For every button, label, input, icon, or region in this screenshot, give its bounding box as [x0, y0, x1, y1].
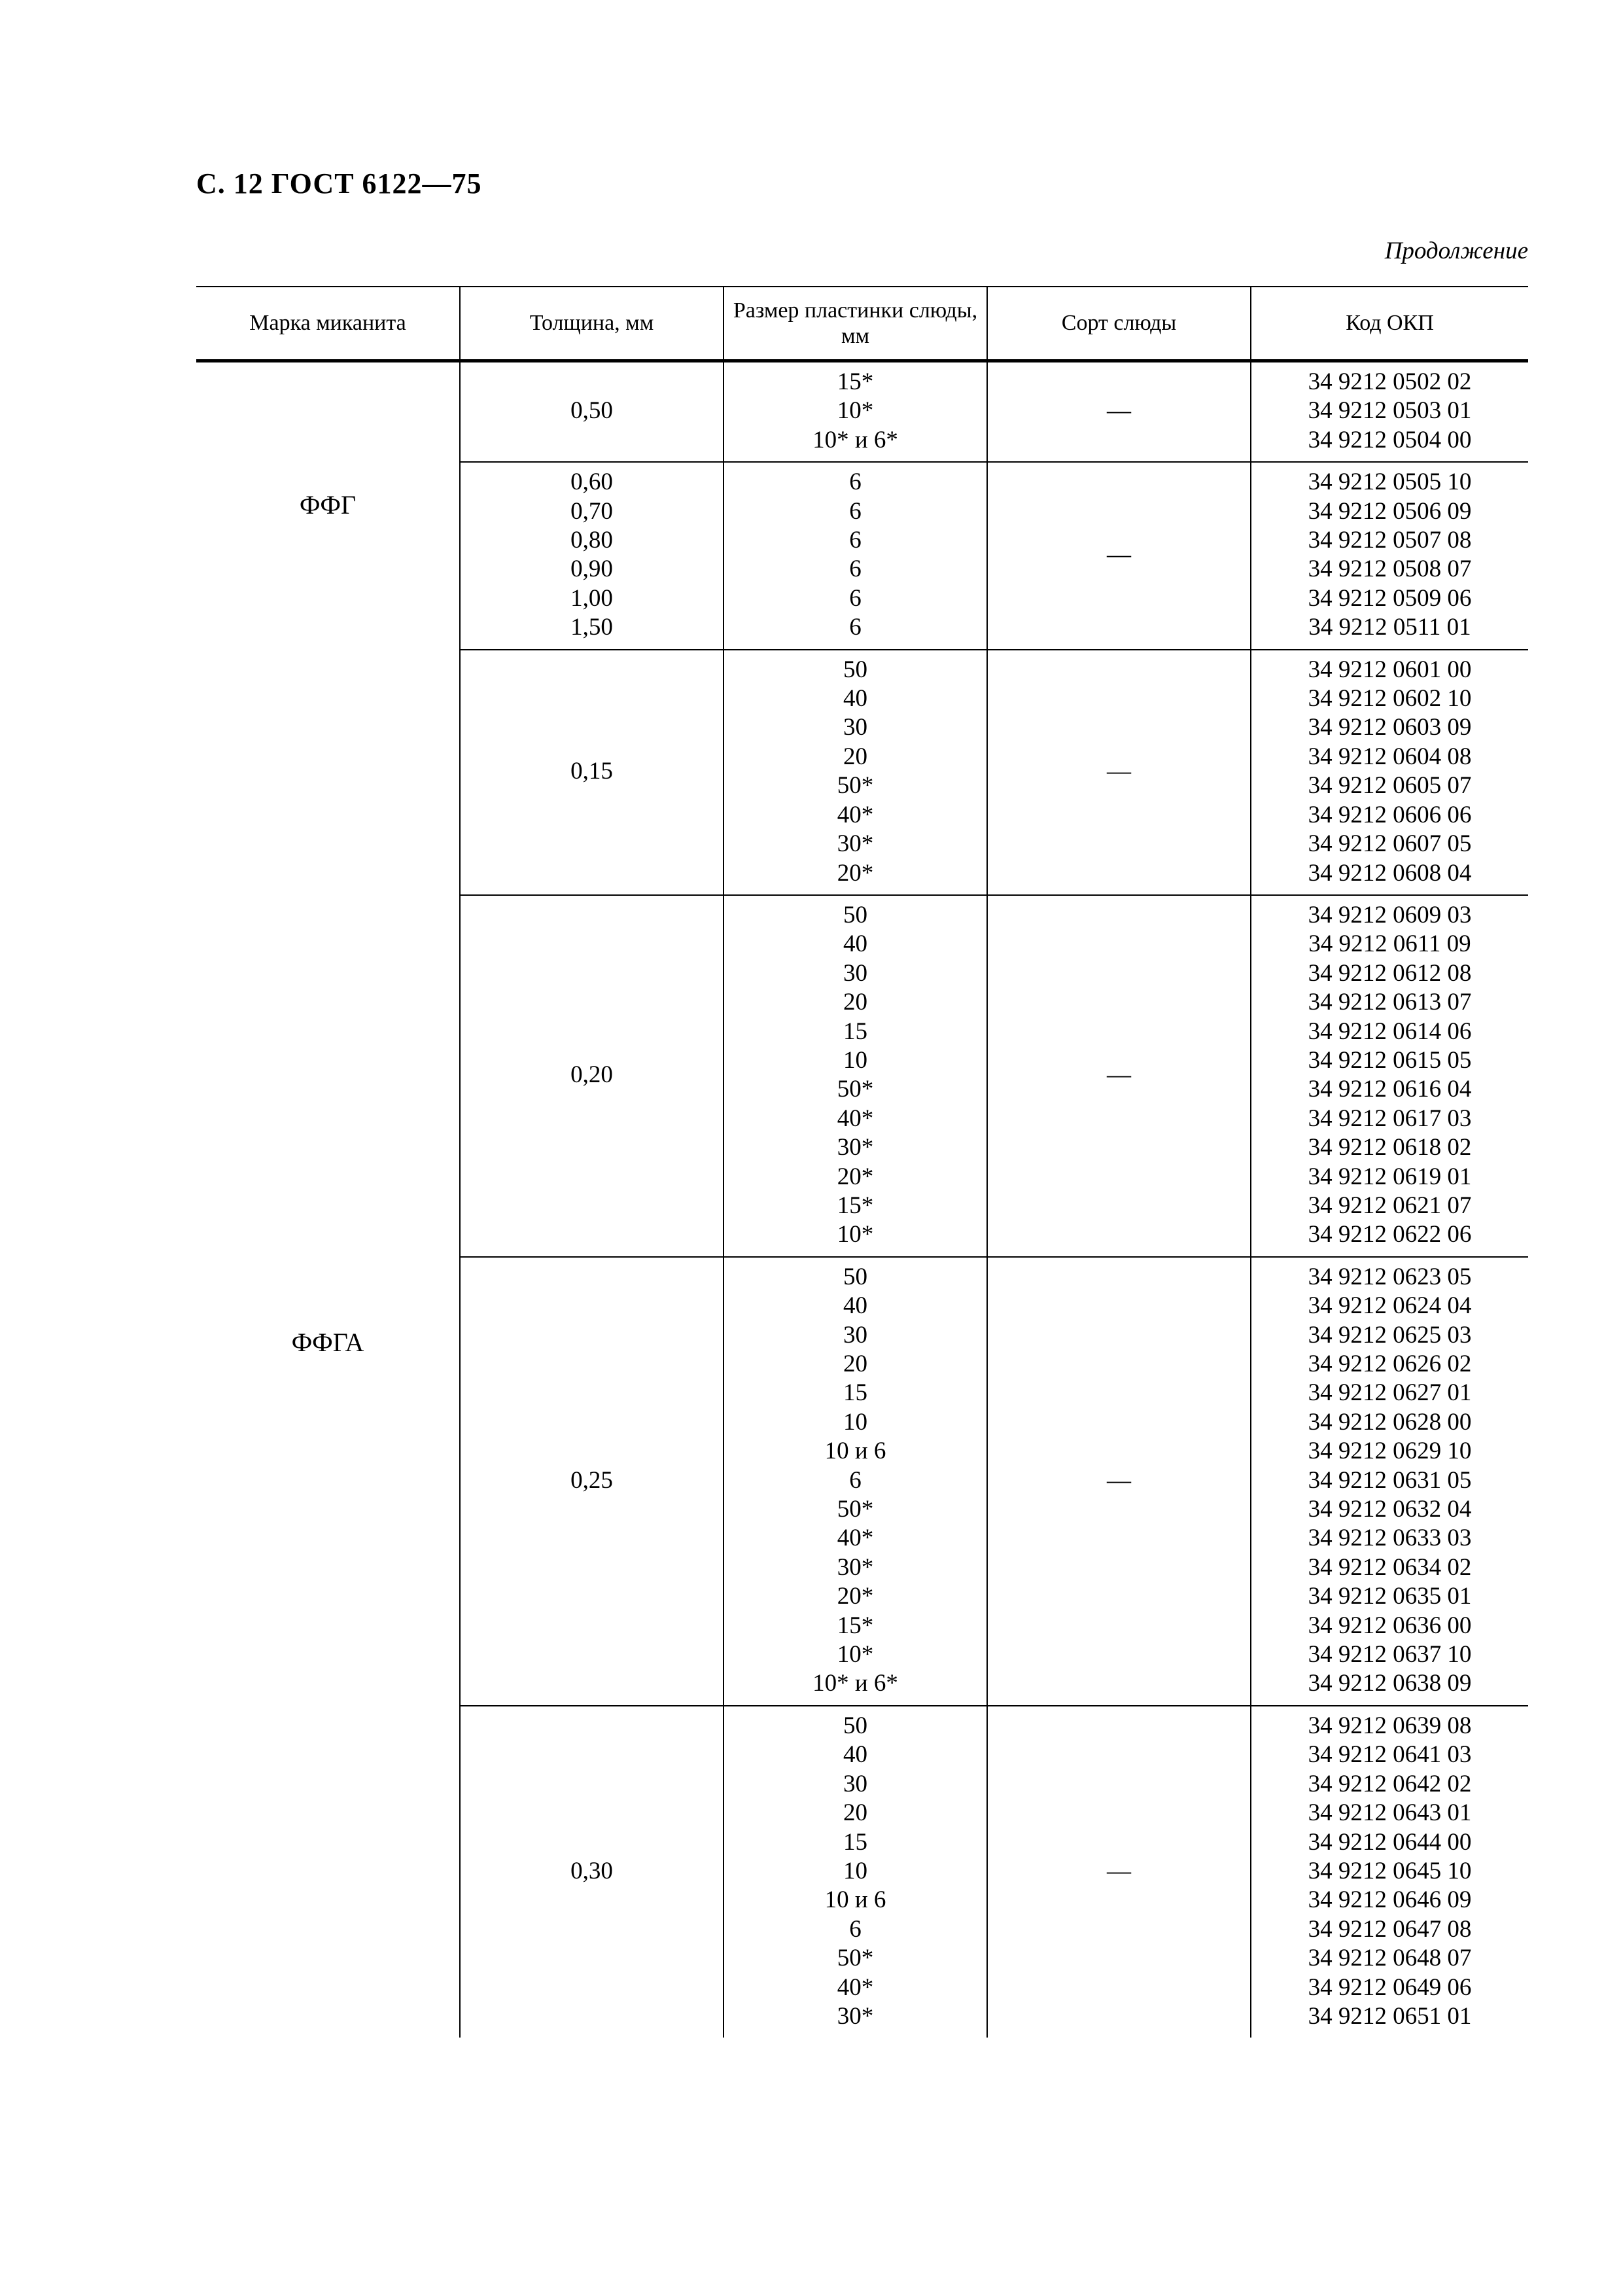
plate-size-cell	[724, 650, 987, 895]
plate-size-value: 10*	[837, 1641, 874, 1669]
plate-size-value: 15*	[837, 1192, 874, 1219]
table-header-row	[196, 287, 1528, 361]
plate-size-value: 40*	[837, 1104, 874, 1132]
plate-size-value: 40*	[837, 1973, 874, 2001]
okp-code-value: 34 9212 0502 02	[1308, 368, 1472, 395]
plate-size-value: 6	[849, 556, 862, 583]
okp-code-value: 34 9212 0642 02	[1308, 1770, 1472, 1797]
plate-size-value: 20	[843, 1799, 867, 1827]
plate-size-value: 30*	[837, 1134, 874, 1161]
plate-size-value: 30	[843, 1321, 867, 1349]
plate-size-value: 10*	[837, 1221, 874, 1248]
mica-mark-cell: ФФГ	[196, 361, 460, 650]
okp-code-value: 34 9212 0503 01	[1308, 397, 1472, 425]
okp-code-value: 34 9212 0505 10	[1308, 468, 1472, 496]
plate-size-value: 15*	[837, 368, 874, 395]
plate-size-value: 20	[843, 743, 867, 770]
okp-code-value: 34 9212 0649 06	[1308, 1973, 1472, 2001]
okp-code-value: 34 9212 0634 02	[1308, 1553, 1472, 1581]
okp-code-value: 34 9212 0602 10	[1308, 685, 1472, 713]
okp-code-value: 34 9212 0629 10	[1308, 1438, 1472, 1465]
plate-size-cell	[724, 462, 987, 649]
plate-size-value: 30*	[837, 830, 874, 858]
thickness-cell: 0,30	[460, 1706, 724, 2038]
mica-grade-cell: —	[987, 1706, 1251, 2038]
okp-code-value: 34 9212 0647 08	[1308, 1915, 1472, 1943]
okp-code-value: 34 9212 0638 09	[1308, 1670, 1472, 1697]
okp-code-value: 34 9212 0616 04	[1308, 1076, 1472, 1103]
thickness-cell: 0,50	[460, 361, 724, 463]
plate-size-value: 20*	[837, 1583, 874, 1610]
plate-size-value: 10	[843, 1408, 867, 1436]
thickness-cell: 0,20	[460, 895, 724, 1257]
okp-code-value: 34 9212 0606 06	[1308, 801, 1472, 828]
okp-code-value: 34 9212 0628 00	[1308, 1408, 1472, 1436]
header-thickness: Толщина, мм	[460, 287, 724, 361]
okp-code-value: 34 9212 0509 06	[1308, 584, 1472, 612]
okp-code-value: 34 9212 0504 00	[1308, 426, 1472, 453]
plate-size-value: 40*	[837, 801, 874, 828]
okp-code-value: 34 9212 0639 08	[1308, 1712, 1472, 1739]
okp-code-value: 34 9212 0507 08	[1308, 527, 1472, 554]
plate-size-value: 50	[843, 1263, 867, 1290]
okp-code-value: 34 9212 0646 09	[1308, 1886, 1472, 1914]
okp-code-value: 34 9212 0648 07	[1308, 1945, 1472, 1972]
okp-code-cell	[1251, 361, 1528, 463]
plate-size-value: 10* и 6*	[812, 1670, 898, 1697]
okp-code-value: 34 9212 0604 08	[1308, 743, 1472, 770]
plate-size-value: 15	[843, 1017, 867, 1045]
plate-size-value: 40	[843, 1741, 867, 1769]
table-body	[196, 361, 1528, 2038]
plate-size-value: 6	[849, 497, 862, 525]
plate-size-value: 40	[843, 930, 867, 958]
thickness-cell: 0,60 0,70 0,80 0,90 1,00 1,50	[460, 462, 724, 649]
plate-size-value: 15*	[837, 1612, 874, 1639]
okp-code-cell	[1251, 462, 1528, 649]
okp-code-value: 34 9212 0612 08	[1308, 959, 1472, 987]
okp-code-value: 34 9212 0631 05	[1308, 1466, 1472, 1494]
mica-grade-cell: —	[987, 1257, 1251, 1706]
okp-code-value: 34 9212 0624 04	[1308, 1292, 1472, 1320]
mica-grade-cell: —	[987, 361, 1251, 463]
plate-size-value: 20*	[837, 1163, 874, 1190]
plate-size-value: 15	[843, 1828, 867, 1856]
plate-size-value: 10*	[837, 397, 874, 425]
okp-code-value: 34 9212 0635 01	[1308, 1583, 1472, 1610]
okp-code-value: 34 9212 0625 03	[1308, 1321, 1472, 1349]
okp-code-value: 34 9212 0601 00	[1308, 656, 1472, 683]
okp-code-value: 34 9212 0608 04	[1308, 859, 1472, 887]
okp-code-value: 34 9212 0508 07	[1308, 556, 1472, 583]
plate-size-value: 30*	[837, 1553, 874, 1581]
plate-size-value: 30	[843, 959, 867, 987]
plate-size-value: 6	[849, 1466, 862, 1494]
plate-size-value: 6	[849, 584, 862, 612]
plate-size-value: 40*	[837, 1525, 874, 1552]
okp-code-value: 34 9212 0633 03	[1308, 1525, 1472, 1552]
okp-code-value: 34 9212 0651 01	[1308, 2002, 1472, 2030]
okp-code-value: 34 9212 0644 00	[1308, 1828, 1472, 1856]
okp-code-value: 34 9212 0641 03	[1308, 1741, 1472, 1769]
okp-code-value: 34 9212 0605 07	[1308, 772, 1472, 800]
okp-code-value: 34 9212 0627 01	[1308, 1379, 1472, 1407]
okp-code-cell	[1251, 1257, 1528, 1706]
okp-code-value: 34 9212 0607 05	[1308, 830, 1472, 858]
plate-size-value: 30*	[837, 2002, 874, 2030]
plate-size-value: 40	[843, 1292, 867, 1320]
plate-size-value: 20*	[837, 859, 874, 887]
okp-code-value: 34 9212 0614 06	[1308, 1017, 1472, 1045]
okp-code-value: 34 9212 0609 03	[1308, 901, 1472, 928]
header-okp-code: Код ОКП	[1251, 287, 1528, 361]
plate-size-value: 6	[849, 1915, 862, 1943]
plate-size-value: 20	[843, 989, 867, 1016]
okp-code-value: 34 9212 0611 09	[1308, 930, 1471, 958]
plate-size-value: 50	[843, 656, 867, 683]
plate-size-value: 50*	[837, 1945, 874, 1972]
okp-code-value: 34 9212 0623 05	[1308, 1263, 1472, 1290]
okp-code-value: 34 9212 0621 07	[1308, 1192, 1472, 1219]
okp-code-value: 34 9212 0615 05	[1308, 1046, 1472, 1074]
plate-size-cell	[724, 361, 987, 463]
plate-size-value: 6	[849, 468, 862, 496]
plate-size-value: 6	[849, 527, 862, 554]
header-plate-size: Размер пластинки слюды, мм	[724, 287, 987, 361]
plate-size-value: 40	[843, 685, 867, 713]
mica-grade-cell: —	[987, 650, 1251, 895]
plate-size-value: 10	[843, 1857, 867, 1884]
table-row	[196, 361, 1528, 463]
plate-size-value: 10 и 6	[824, 1886, 886, 1914]
plate-size-value: 6	[849, 614, 862, 641]
okp-code-value: 34 9212 0619 01	[1308, 1163, 1472, 1190]
okp-code-value: 34 9212 0506 09	[1308, 497, 1472, 525]
plate-size-value: 50*	[837, 1496, 874, 1523]
okp-code-value: 34 9212 0613 07	[1308, 989, 1472, 1016]
okp-code-value: 34 9212 0632 04	[1308, 1496, 1472, 1523]
okp-code-cell	[1251, 650, 1528, 895]
plate-size-value: 20	[843, 1351, 867, 1377]
plate-size-value: 50*	[837, 1076, 874, 1103]
mica-grade-cell: —	[987, 895, 1251, 1257]
thickness-cell: 0,15	[460, 650, 724, 895]
okp-code-value: 34 9212 0622 06	[1308, 1221, 1472, 1248]
page-title: С. 12 ГОСТ 6122—75	[196, 168, 482, 200]
plate-size-cell	[724, 1257, 987, 1706]
plate-size-value: 10 и 6	[824, 1438, 886, 1465]
plate-size-value: 10	[843, 1046, 867, 1074]
okp-code-cell	[1251, 895, 1528, 1257]
header-mica-grade: Сорт слюды	[987, 287, 1251, 361]
okp-code-cell	[1251, 1706, 1528, 2038]
plate-size-value: 30	[843, 714, 867, 741]
okp-code-value: 34 9212 0637 10	[1308, 1641, 1472, 1669]
plate-size-cell	[724, 1706, 987, 2038]
okp-code-value: 34 9212 0618 02	[1308, 1134, 1472, 1161]
thickness-cell: 0,25	[460, 1257, 724, 1706]
okp-codes-table	[196, 286, 1528, 2038]
okp-code-value: 34 9212 0603 09	[1308, 714, 1472, 741]
okp-code-value: 34 9212 0645 10	[1308, 1857, 1472, 1884]
plate-size-value: 50	[843, 901, 867, 928]
plate-size-value: 30	[843, 1770, 867, 1797]
mica-grade-cell: —	[987, 462, 1251, 649]
plate-size-value: 15	[843, 1379, 867, 1407]
okp-code-value: 34 9212 0636 00	[1308, 1612, 1472, 1639]
table-row	[196, 650, 1528, 895]
okp-code-value: 34 9212 0617 03	[1308, 1104, 1472, 1132]
plate-size-value: 50*	[837, 772, 874, 800]
mica-mark-cell: ФФГА	[196, 650, 460, 2038]
okp-code-value: 34 9212 0511 01	[1308, 614, 1471, 641]
continuation-label: Продолжение	[1384, 238, 1528, 264]
okp-code-value: 34 9212 0643 01	[1308, 1799, 1472, 1827]
header-mark: Марка миканита	[196, 287, 460, 361]
okp-code-value: 34 9212 0626 02	[1308, 1351, 1472, 1377]
plate-size-value: 10* и 6*	[812, 426, 898, 453]
plate-size-value: 50	[843, 1712, 867, 1739]
plate-size-cell	[724, 895, 987, 1257]
